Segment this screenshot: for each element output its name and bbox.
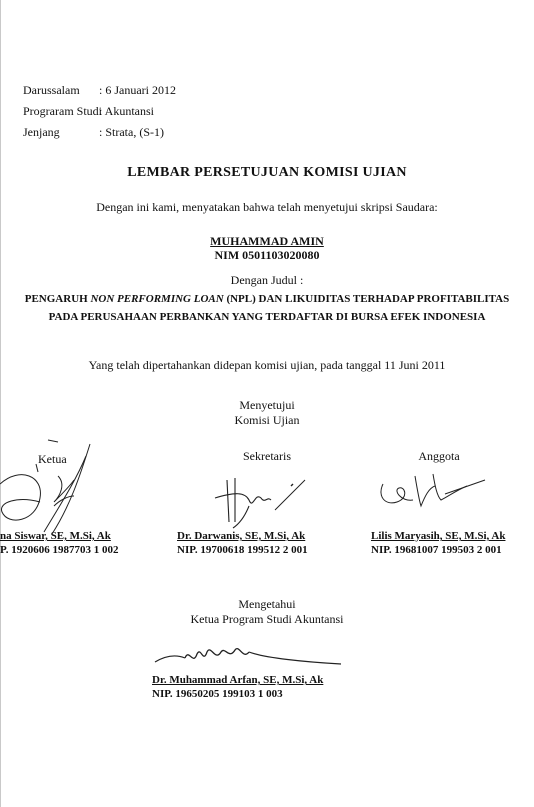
signature-anggota [375, 466, 495, 521]
ketua-name: na Siswar, SE, M.Si, Ak [0, 530, 111, 542]
approval-line-2: Komisi Ujian [234, 413, 300, 427]
defended-text: Yang telah dipertahankan didepan komisi ujian, pada tanggal 11 Juni 2011 [88, 358, 446, 372]
signature-sekretaris [205, 470, 315, 535]
acknowledge-line-1: Mengetahui [238, 597, 296, 611]
student-nim: NIM 0501103020080 [214, 248, 320, 262]
student-name: MUHAMMAD AMIN [210, 234, 324, 248]
header-row-3-label: Jenjang [23, 125, 60, 139]
kaprodi-nip: NIP. 19650205 199103 1 003 [152, 688, 283, 700]
role-sekretaris: Sekretaris [243, 449, 291, 463]
judul-label: Dengan Judul : [230, 273, 304, 287]
thesis-title-italic: NON PERFORMING LOAN [90, 293, 224, 305]
acknowledge-line-2: Ketua Program Studi Akuntansi [190, 612, 344, 626]
sekretaris-nip: NIP. 19700618 199512 2 001 [177, 544, 308, 556]
ketua-nip: P. 1920606 1987703 1 002 [0, 544, 119, 556]
header-row-1-label: Darussalam [23, 83, 80, 97]
thesis-title-part1: PENGARUH [24, 293, 91, 305]
header-row-2-value: : Akuntansi [99, 104, 155, 118]
kaprodi-name: Dr. Muhammad Arfan, SE, M.Si, Ak [152, 674, 324, 686]
sekretaris-name: Dr. Darwanis, SE, M.Si, Ak [177, 530, 306, 542]
header-row-2-label: Prograram Studi [23, 104, 102, 118]
approval-line-1: Menyetujui [239, 398, 295, 412]
signature-ketua [0, 436, 110, 541]
role-anggota: Anggota [418, 449, 460, 463]
anggota-name: Lilis Maryasih, SE, M.Si, Ak [371, 530, 506, 542]
anggota-nip: NIP. 19681007 199503 2 001 [371, 544, 502, 556]
role-ketua: Ketua [38, 452, 67, 466]
page-edge [0, 0, 1, 807]
page-title: LEMBAR PERSETUJUAN KOMISI UJIAN [127, 165, 407, 180]
header-row-1-value: : 6 Januari 2012 [99, 83, 176, 97]
thesis-title-part2: (NPL) DAN LIKUIDITAS TERHADAP PROFITABILITAS PADA PERUSAHAAN PERBANKAN YANG TERDAFTAR DI BURSA EFEK INDONESIA [48, 293, 510, 323]
thesis-title [10, 290, 524, 326]
intro-text: Dengan ini kami, menyatakan bahwa telah menyetujui skripsi Saudara: [96, 200, 438, 214]
header-row-3-value: : Strata, (S-1) [99, 125, 164, 139]
